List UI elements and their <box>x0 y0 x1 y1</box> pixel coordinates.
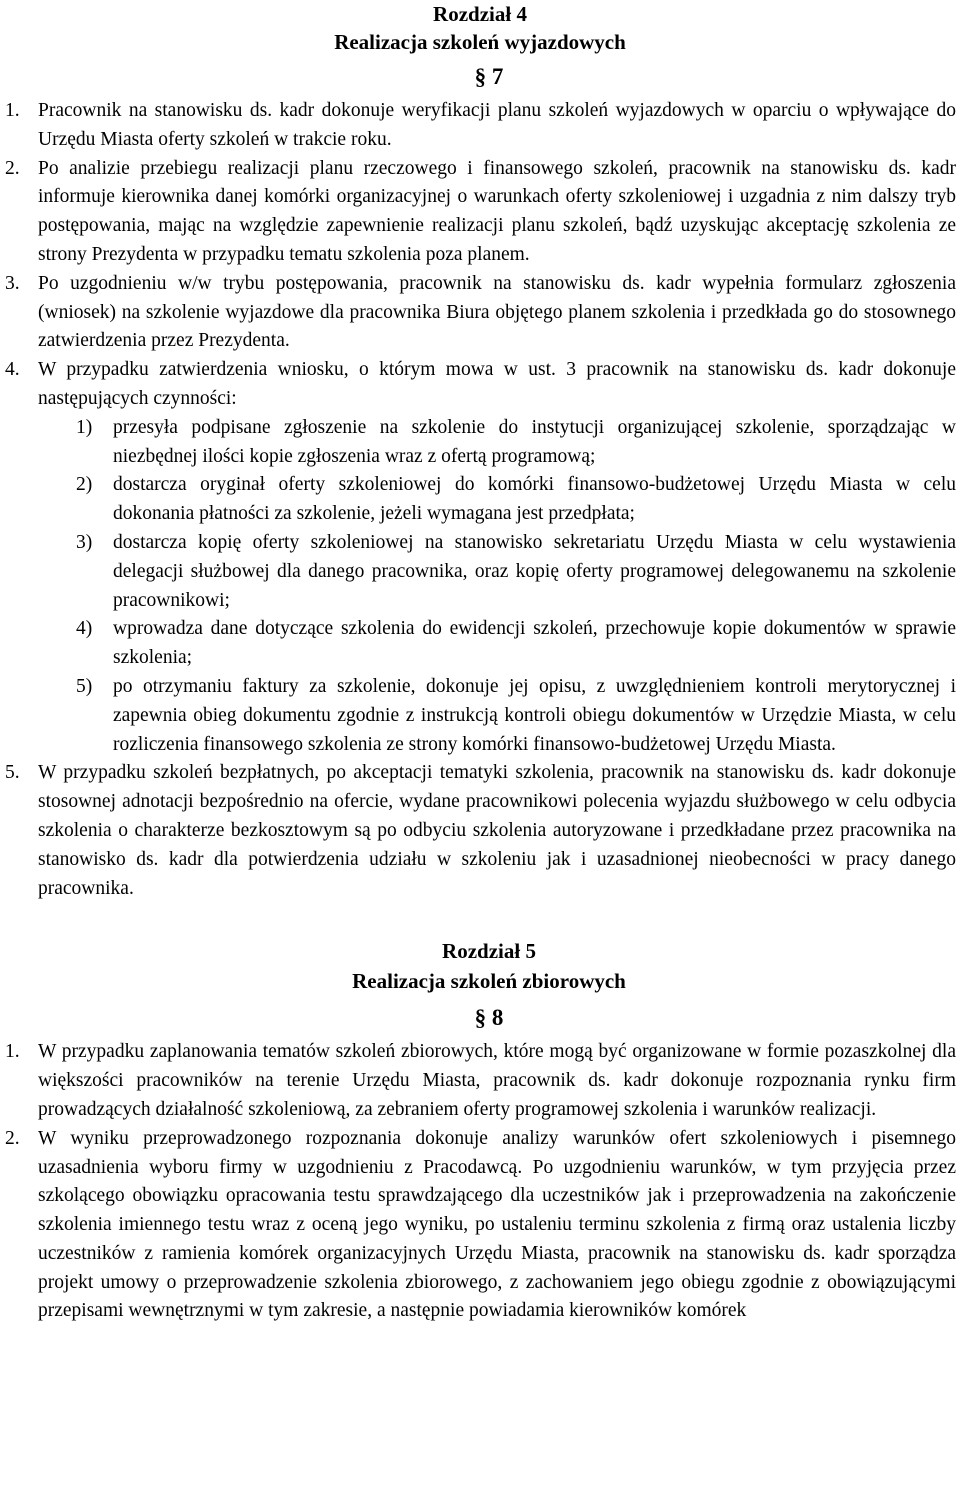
item-number: 1. <box>5 1041 20 1063</box>
sub-item-number: 3) <box>76 531 93 553</box>
sub-item-text: przesyła podpisane zgłoszenie na szkolenie do instytucji organizującej szkolenie, sporządzając w niezbędnej ilości kopie zgłoszenia wraz z ofertą programową; <box>113 416 956 467</box>
sub-item-text: dostarcza kopię oferty szkoleniowej na stanowisko sekretariatu Urzędu Miasta w celu wystawienia delegacji służbowej dla danego pracownika, oraz kopię oferty programowej delegowanemu na szkolenie pracownikowi; <box>113 531 956 611</box>
list-item <box>0 97 960 155</box>
chapter-5-subtitle: Realizacja szkoleń zbiorowych <box>352 969 626 994</box>
sub-item-number: 4) <box>76 618 93 640</box>
sub-item-text: po otrzymaniu faktury za szkolenie, dokonuje jej opisu, z uwzględnieniem kontroli merytorycznej i zapewnia obieg dokumentu zgodnie z instrukcją kontroli obiegu dokumentów w Urzędzie Miasta, w celu rozliczenia finansowego szkolenia ze strony komórki finansowo-budżetowej Urzędu Miasta. <box>113 675 956 755</box>
item-text: W przypadku szkoleń bezpłatnych, po akceptacji tematyki szkolenia, pracownik na stanowisku ds. kadr dokonuje stosownej adnotacji bezpośrednio na ofercie, wydane pracownikowi polecenia wyjazdu służbowego w celu odbycia szkolenia o charakterze bezkosztowym są po odbyciu szkolenia autoryzowane i przedkładane przez pracownika na stanowisko ds. kadr dla potwierdzenia udziału w szkoleniu jak i uzasadnionej nieobecności w pracy danego pracownika. <box>38 762 956 899</box>
item-number: 4. <box>5 359 20 381</box>
list-item <box>0 759 960 903</box>
item-number: 3. <box>5 272 20 294</box>
list-item <box>0 1038 960 1124</box>
item-text: W przypadku zatwierdzenia wniosku, o którym mowa w ust. 3 pracownik na stanowisku ds. kadr dokonuje następujących czynności: <box>38 359 956 409</box>
sub-item-number: 1) <box>76 416 93 438</box>
paragraph-symbol: § <box>474 64 487 89</box>
sub-list-item <box>0 615 960 673</box>
item-number: 2. <box>5 157 20 179</box>
item-text: W wyniku przeprowadzonego rozpoznania dokonuje analizy warunków ofert szkoleniowych i pisemnego uzasadnienia wyboru firmy w uzgodnieniu z Pracodawcą. Po uzgodnieniu warunków, w tym przyjęcia przez szkolącego obowiązku opracowania testu sprawdzającego dla uczestników jak i przeprowadzenia na zakończenie szkolenia imiennego testu wraz z oceną jego wyniku, po ustaleniu terminu szkolenia z firmą oraz ustalenia liczby uczestników z ramienia komórek organizacyjnych Urzędu Miasta, pracownik na stanowisku ds. kadr sporządza projekt umowy o przeprowadzenie szkolenia zbiorowego, z zachowaniem jego obiegu zgodnie z obowiązującymi przepisami wewnętrznymi w tym zakresie, a następnie powiadamia kierowników komórek <box>38 1127 956 1322</box>
chapter-5-title: Rozdział 5 <box>442 939 536 964</box>
section-8-heading <box>18 1003 960 1032</box>
sub-item-number: 2) <box>76 474 93 496</box>
sub-item-text: dostarcza oryginał oferty szkoleniowej do komórki finansowo-budżetowej Urzędu Miasta w celu dokonania płatności za szkolenie, jeżeli wymagana jest przedpłata; <box>113 474 956 525</box>
sub-list-item <box>0 414 960 472</box>
item-text: Po uzgodnieniu w/w trybu postępowania, pracownik na stanowisku ds. kadr wypełnia formularz zgłoszenia (wniosek) na szkolenie wyjazdowe dla pracownika Biura objętego planem szkolenia i przedkłada go do stosownego zatwierdzenia przez Prezydenta. <box>38 272 956 352</box>
chapter-4-subtitle: Realizacja szkoleń wyjazdowych <box>334 30 626 54</box>
item-text: W przypadku zaplanowania tematów szkoleń zbiorowych, które mogą być organizowane w formie pozaszkolnej dla większości pracowników na terenie Urzędu Miasta, pracownik ds. kadr dokonuje rozpoznania rynku firm prowadzących działalność szkoleniową, za zebraniem oferty programowej szkolenia i warunków realizacji. <box>38 1041 956 1120</box>
sub-item-number: 5) <box>76 675 93 697</box>
list-item <box>0 270 960 356</box>
section-number: 8 <box>491 1005 504 1031</box>
sub-list-item <box>0 673 960 759</box>
paragraph-symbol: § <box>474 1005 487 1031</box>
list-item <box>0 356 960 414</box>
section-number: 7 <box>491 64 504 89</box>
list-item <box>0 1125 960 1327</box>
item-text: Po analizie przebiegu realizacji planu rzeczowego i finansowego szkoleń, pracownik na stanowisku ds. kadr informuje kierownika danej komórki organizacyjnej o warunkach oferty szkoleniowej i uzgadnia z nim dalszy tryb postępowania, mając na względzie zapewnienie realizacji planu szkoleń, bądź uzyskując akceptację szkolenia ze strony Prezydenta w przypadku tematu szkolenia poza planem. <box>38 157 956 265</box>
item-number: 1. <box>5 100 20 121</box>
sub-list-item <box>0 529 960 615</box>
sub-list-item <box>0 471 960 529</box>
item-number: 2. <box>5 1127 20 1149</box>
section-7-heading <box>18 62 960 91</box>
item-text: Pracownik na stanowisku ds. kadr dokonuje weryfikacji planu szkoleń wyjazdowych w oparciu o wpływające do Urzędu Miasta oferty szkoleń w trakcie roku. <box>38 100 956 150</box>
chapter-5-items <box>0 1038 960 1326</box>
chapter-4-title: Rozdział 4 <box>433 2 527 26</box>
list-item <box>0 155 960 270</box>
chapter-4-items <box>0 97 960 903</box>
item-number: 5. <box>5 762 20 784</box>
sub-item-text: wprowadza dane dotyczące szkolenia do ewidencji szkoleń, przechowuje kopie dokumentów w sprawie szkolenia; <box>113 618 956 669</box>
